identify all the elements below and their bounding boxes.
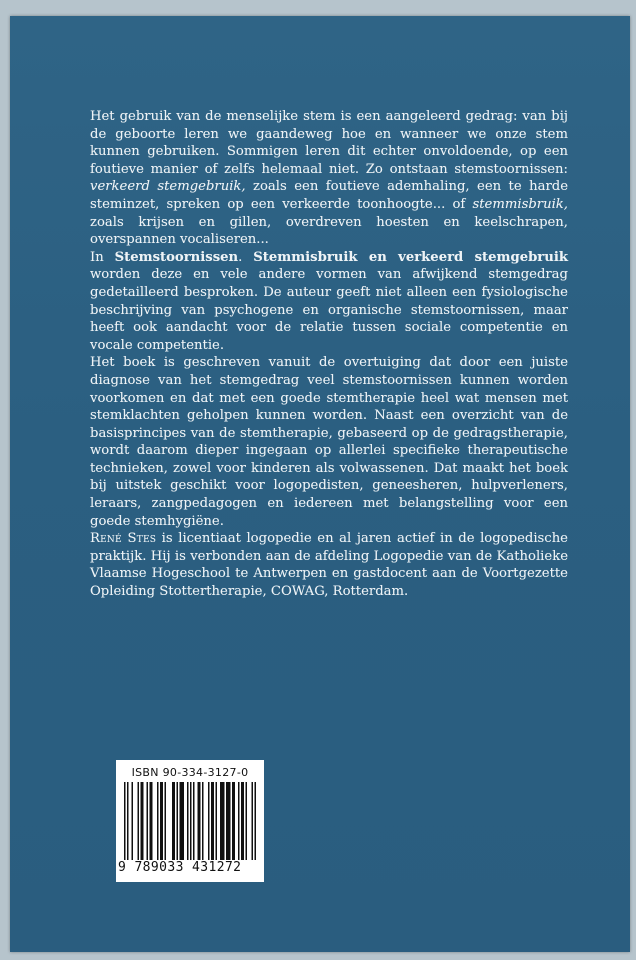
term-stemmisbruik: stemmisbruik, xyxy=(472,196,568,212)
barcode-bar xyxy=(172,782,175,860)
barcode-bar xyxy=(232,782,235,860)
blurb-paragraph-2: In Stemstoornissen. Stemmisbruik en verkeerd stemgebruik worden deze en vele andere vormen van afwijkend stemgedrag gedetailleerd besproken. De auteur geeft niet alleen een fysiologische beschrijving van psychogene en organische stemstoornissen, maar heeft ook aandacht voor de relatie tussen sociale competentie en vocale competentie. xyxy=(90,249,568,353)
blurb-text xyxy=(90,108,568,601)
barcode-bar xyxy=(160,782,163,860)
barcode-bar xyxy=(198,782,201,860)
barcode-bar xyxy=(150,782,153,860)
barcode-bar xyxy=(216,782,218,860)
barcode-box xyxy=(116,760,264,882)
barcode-bar xyxy=(132,782,134,860)
book-back-cover xyxy=(10,16,630,952)
barcode-bar xyxy=(187,782,189,860)
blurb-paragraph-1: Het gebruik van de menselijke stem is een aangeleerd gedrag: van bij de geboorte leren we gaandeweg hoe en wanneer we onze stem kunnen gebruiken. Sommigen leren dit echter onvoldoende, op een foutieve manier of zelfs helemaal niet. Zo ontstaan stemstoornissen: verkeerd stemgebruik, zoals een foutieve ademhaling, een te harde steminzet, spreken op een verkeerde toonhoogte... of stemmisbruik, zoals krijsen en gillen, overdreven hoesten en keelschrapen, overspannen vocaliseren... xyxy=(90,109,569,248)
barcode-bar xyxy=(208,782,210,860)
barcode-bar xyxy=(252,782,254,860)
blurb-paragraph-3: Het boek is geschreven vanuit de overtuiging dat door een juiste diagnose van het stemgedrag veel stemstoornissen kunnen worden voorkomen en dat met een goede stemtherapie heel wat mensen met stemklachten geholpen kunnen worden. Naast een overzicht van de basisprincipes van de stemtherapie, gebaseerd op de gedragstherapie, wordt daarom dieper ingegaan op allerlei specifieke therapeutische technieken, zowel voor kinderen als volwassenen. Dat maakt het boek bij uitstek geschikt voor logopedisten, geneesheren, hulpverleners, leraars, zangpedagogen en iedereen met belangstelling voor een goede stemhygiëne. xyxy=(90,355,568,529)
barcode-bar xyxy=(211,782,214,860)
barcode-bar xyxy=(124,782,126,860)
barcode-bar xyxy=(138,782,140,860)
barcode-bar xyxy=(147,782,149,860)
barcode-bar xyxy=(180,782,185,860)
book-title-main: Stemstoornissen xyxy=(114,249,239,265)
barcode-bar xyxy=(238,782,240,860)
ean-number: 9 789033 431272 xyxy=(118,860,242,875)
barcode-bar xyxy=(255,782,257,860)
barcode-bar xyxy=(202,782,204,860)
isbn-label: ISBN 90-334-3127-0 xyxy=(131,766,249,779)
author-bio: René Stes is licentiaat logopedie en al jaren actief in de logopedische praktijk. Hij is verbonden aan de afdeling Logopedie van de Katholieke Vlaamse Hogeschool te Antwerpen en gastdocent aan de Voortgezette Opleiding Stottertherapie, COWAG, Rotterdam. xyxy=(90,531,568,600)
barcode-bar xyxy=(177,782,179,860)
barcode-bar xyxy=(226,782,231,860)
barcode-bar xyxy=(193,782,195,860)
barcode-bar xyxy=(141,782,144,860)
barcode-bar xyxy=(127,782,129,860)
barcode-bar xyxy=(165,782,167,860)
barcode-bars xyxy=(124,782,256,860)
barcode-bar xyxy=(157,782,159,860)
barcode-bar xyxy=(220,782,225,860)
author-name: René Stes xyxy=(90,531,157,547)
barcode-bar xyxy=(241,782,244,860)
barcode-bar xyxy=(246,782,248,860)
term-verkeerd-stemgebruik: verkeerd stemgebruik, xyxy=(90,179,246,195)
barcode-bar xyxy=(190,782,192,860)
book-title-sub: Stemmisbruik en verkeerd stemgebruik xyxy=(253,249,568,265)
